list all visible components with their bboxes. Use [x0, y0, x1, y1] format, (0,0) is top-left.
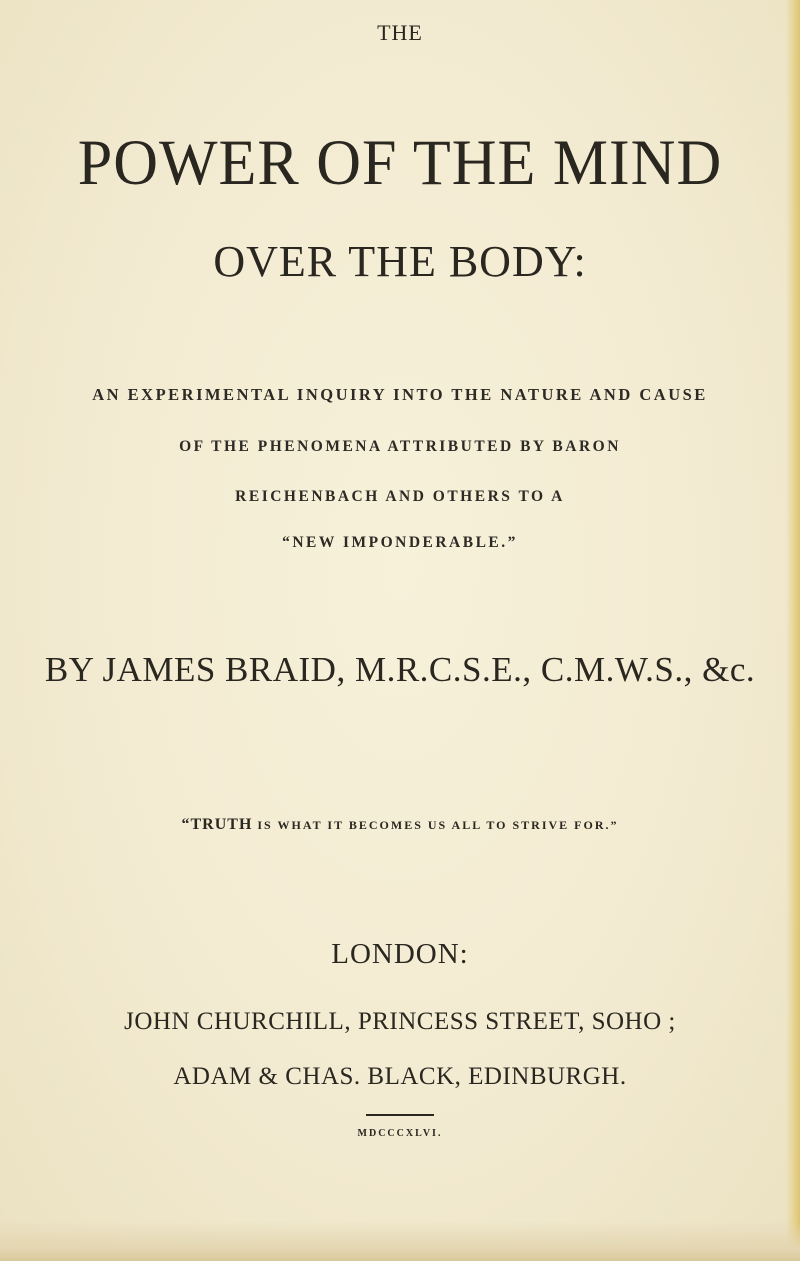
- subtitle-line-4: “NEW IMPONDERABLE.”: [282, 534, 518, 551]
- publisher-line-1: JOHN CHURCHILL, PRINCESS STREET, SOHO ;: [124, 1008, 676, 1035]
- publisher-line-2: ADAM & CHAS. BLACK, EDINBURGH.: [173, 1063, 627, 1090]
- page-edge-bottom: [0, 1221, 800, 1261]
- main-title-continued: OVER THE BODY:: [213, 237, 587, 286]
- publication-date: MDCCCXLVI.: [357, 1128, 443, 1139]
- subtitle-line-2: OF THE PHENOMENA ATTRIBUTED BY BARON: [179, 438, 621, 455]
- motto-first-word: “TRUTH: [181, 816, 253, 833]
- main-title: POWER OF THE MIND: [77, 127, 723, 199]
- publication-place: LONDON:: [331, 938, 469, 970]
- divider-rule: [366, 1114, 434, 1116]
- subtitle-line-3: REICHENBACH AND OTHERS TO A: [235, 488, 565, 505]
- subtitle-line-1: AN EXPERIMENTAL INQUIRY INTO THE NATURE AND CAUSE: [92, 385, 708, 404]
- author-line: BY JAMES BRAID, M.R.C.S.E., C.M.W.S., &c.: [44, 650, 756, 689]
- motto: [0, 816, 800, 834]
- pre-title: THE: [377, 20, 423, 45]
- motto-rest: IS WHAT IT BECOMES US ALL TO STRIVE FOR.”: [252, 818, 619, 832]
